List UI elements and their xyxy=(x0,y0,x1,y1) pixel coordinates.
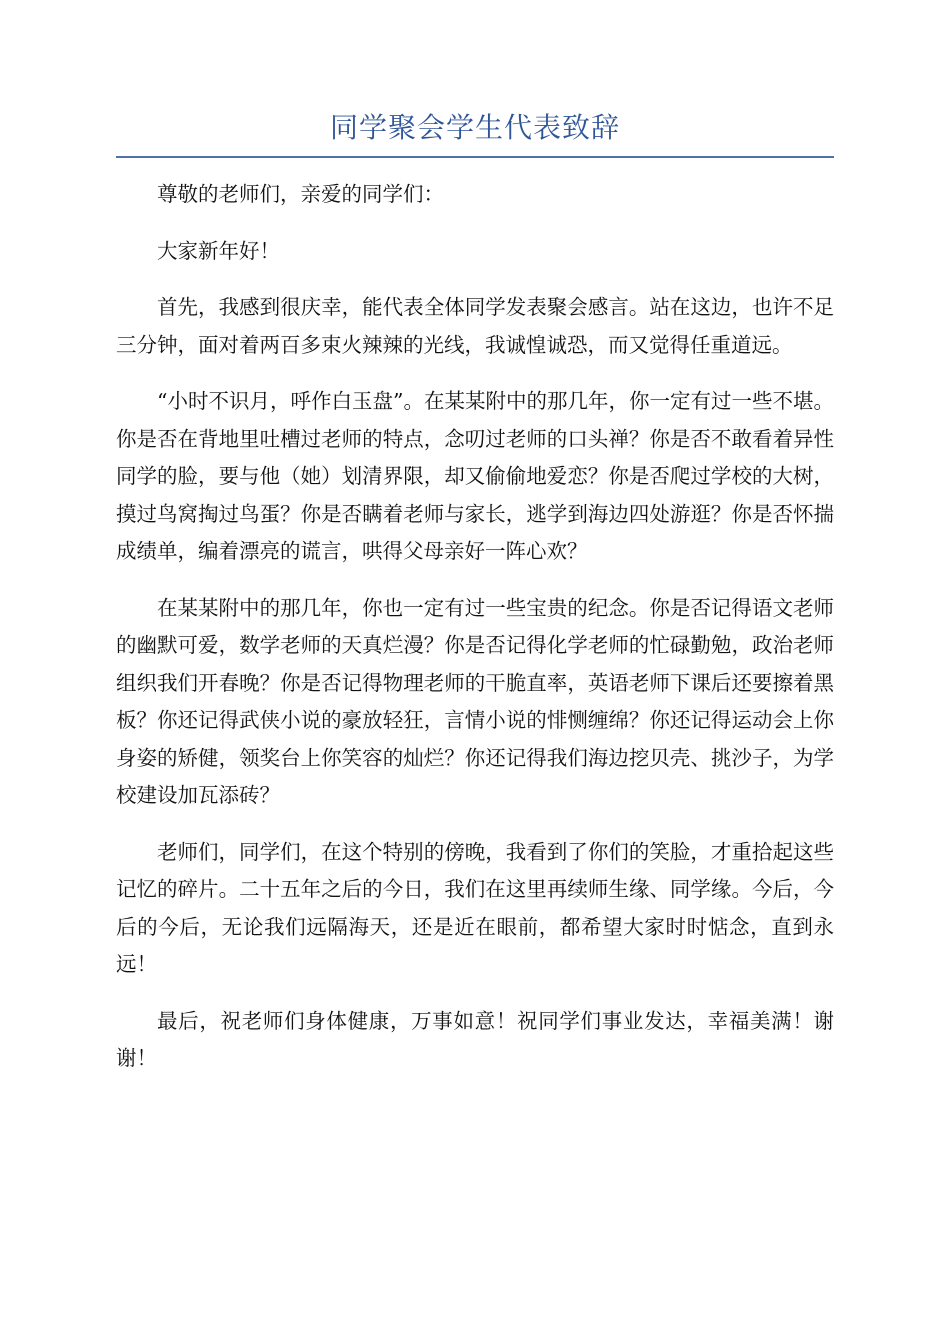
paragraph-closing: 最后，祝老师们身体健康，万事如意！祝同学们事业发达，幸福美满！谢谢！ xyxy=(116,1008,834,1070)
document-title: 同学聚会学生代表致辞 xyxy=(329,111,620,144)
paragraph-memories-hardships: “小时不识月，呼作白玉盘”。在某某附中的那几年，你一定有过一些不堪。你是否在背地里吐槽过老师的特点，念叨过老师的口头禅？你是否不敢看着异性同学的脸，要与他（她）划清界限，却又偷偷地爱恋？你是否爬过学校的大树，摸过鸟窝掏过鸟蛋？你是否瞒着老师与家长，逃学到海边四处游逛？你是否怀揣成绩单，编着漂亮的谎言，哄得父母亲好一阵心欢？ xyxy=(116,389,834,563)
paragraph-opening: 首先，我感到很庆幸，能代表全体同学发表聚会感言。站在这边，也许不足三分钟，面对着两百多束火辣辣的光线，我诚惶诚恐，而又觉得任重道远。 xyxy=(116,295,834,357)
paragraph-reunion: 老师们，同学们，在这个特别的傍晚，我看到了你们的笑脸，才重拾起这些记忆的碎片。二十五年之后的今日，我们在这里再续师生缘、同学缘。今后，今后的今后，无论我们远隔海天，还是近在眼前，都希望大家时时惦念，直到永远！ xyxy=(116,839,834,976)
document-body xyxy=(116,176,834,1097)
paragraph-salutation: 尊敬的老师们，亲爱的同学们： xyxy=(157,182,444,206)
title-block xyxy=(116,108,834,158)
paragraph-greeting: 大家新年好！ xyxy=(157,238,280,263)
paragraph-memories-treasured: 在某某附中的那几年，你也一定有过一些宝贵的纪念。你是否记得语文老师的幽默可爱，数学老师的天真烂漫？你是否记得化学老师的忙碌勤勉，政治老师组织我们开春晚？你是否记得物理老师的干脆直率，英语老师下课后还要擦着黑板？你还记得武侠小说的豪放轻狂，言情小说的悱恻缠绵？你还记得运动会上你身姿的矫健，领奖台上你笑容的灿烂？你还记得我们海边挖贝壳、挑沙子，为学校建设加瓦添砖？ xyxy=(116,595,834,807)
